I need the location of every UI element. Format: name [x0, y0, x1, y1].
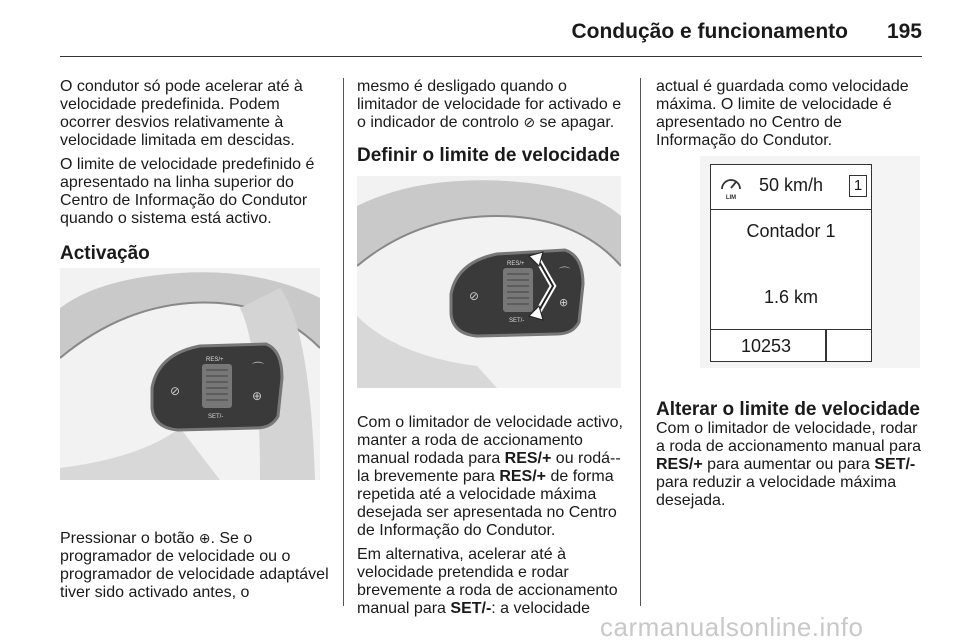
display-bottom-row: [711, 329, 871, 362]
cancel-icon: ⊘: [170, 384, 181, 398]
limiter-icon: ⊕: [252, 389, 263, 403]
paragraph: O limite de velocidade predefinido é apresentado na linha superior do Centro de Informação do Condutor quando o sistema está activo.: [60, 156, 315, 227]
trip-counter-label: Contador 1: [746, 221, 836, 241]
speed-limiter-off-icon: ⊘: [523, 115, 536, 131]
page-indicator: 1: [849, 175, 867, 197]
steering-wheel-figure: [60, 268, 320, 480]
steering-wheel-arrows-figure: [357, 176, 621, 388]
speed-limiter-icon: ⊕: [198, 531, 211, 547]
page-number: 195: [886, 20, 922, 43]
speed-limit-value: 50 km/h: [759, 175, 824, 195]
cancel-icon: ⊘: [469, 289, 480, 303]
section-heading-activation: Activação: [60, 243, 150, 264]
paragraph: Com o limitador de velocidade activo, manter a roda de accionamento manual rodada para RES/+ ou rodá--la brevemente para RES/+ de forma repetida até a velocidade máxima desejada ser apresentada no Centro de Informação do Condutor.: [357, 414, 623, 539]
trip-distance: 1.6 km: [763, 287, 819, 307]
cruise-icon: ⌒: [252, 361, 265, 375]
column-divider: [640, 78, 641, 606]
svg-text:LIM: LIM: [725, 195, 737, 201]
paragraph: O condutor só pode acelerar até à velocidade predefinida. Podem ocorrer desvios relativamente à velocidade limitada em descidas.: [60, 78, 303, 149]
page-title: Condução e funcionamento: [571, 20, 848, 43]
section-heading-set: Definir o limite de velocidade: [357, 145, 620, 166]
driver-information-display: [710, 164, 872, 362]
section-heading-change: Alterar o limite de velocidade: [656, 399, 920, 420]
odometer-value: 10253: [741, 336, 792, 356]
limiter-icon: ⊕: [559, 296, 569, 309]
paragraph: actual é guardada como velocidade máxima. O limite de velocidade é apresentado no Centro de Informação do Condutor.: [656, 78, 909, 149]
res-label: RES/+: [206, 357, 224, 363]
column-divider: [343, 78, 344, 606]
paragraph: Com o limitador de velocidade, rodar a roda de accionamento manual para RES/+ para aumentar ou para SET/- para reduzir a velocidade máxima desejada.: [656, 420, 922, 509]
cruise-icon: ⌒: [559, 266, 570, 279]
paragraph: Pressionar o botão ⊕. Se o programador de velocidade ou o programador de velocidade adaptável tiver sido activado antes, o: [60, 530, 329, 601]
res-label: RES/+: [507, 261, 525, 267]
display-top-row: [711, 165, 871, 210]
paragraph: mesmo é desligado quando o limitador de velocidade for activado e o indicador de controlo ⊘ se apagar.: [357, 78, 622, 131]
speed-limiter-icon: [719, 173, 743, 201]
page-header: [60, 16, 922, 57]
set-label: SET/-: [208, 414, 224, 420]
set-label: SET/-: [509, 318, 525, 324]
display-divider: [825, 330, 827, 362]
paragraph: Em alternativa, acelerar até à velocidade pretendida e rodar brevemente a roda de accionamento manual para SET/-: a velocidade: [357, 546, 618, 617]
watermark: carmanualsonline.info: [600, 612, 864, 642]
